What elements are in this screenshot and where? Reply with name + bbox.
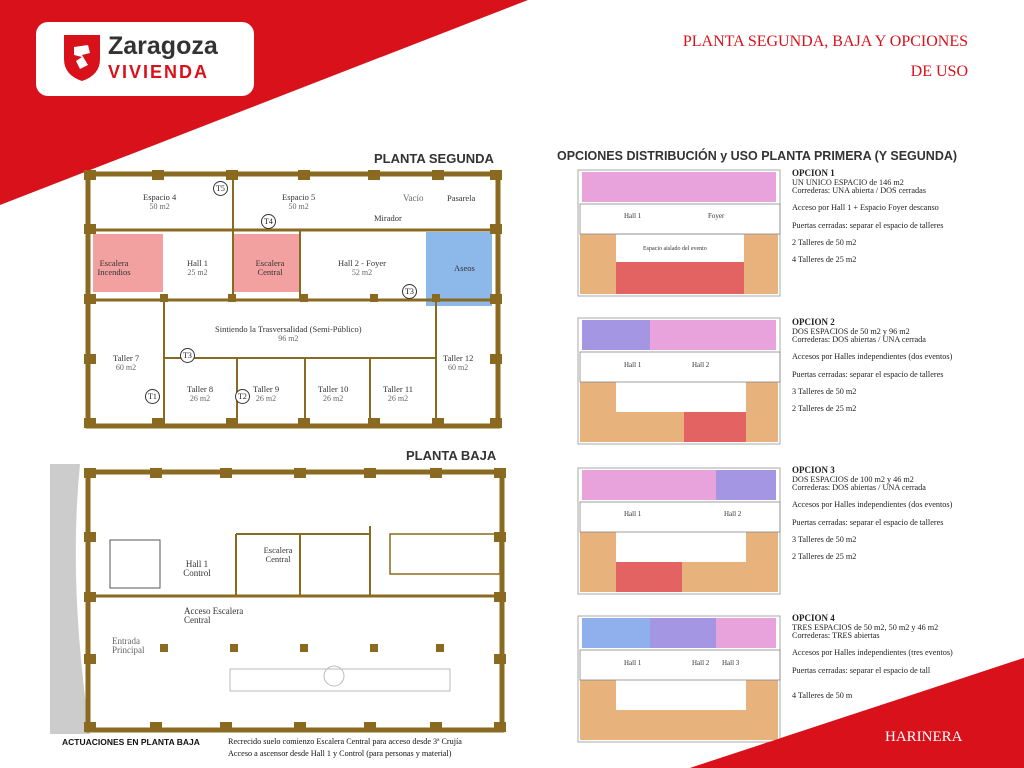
planta-baja-heading: PLANTA BAJA — [406, 448, 497, 463]
opcion2-plan — [576, 316, 782, 446]
opcion2-title: OPCION 2 — [792, 317, 835, 327]
opcion3-label-hall2: Hall 2 — [724, 510, 742, 518]
room-taller11: Taller 11 26 m2 — [383, 384, 414, 403]
tag-t1: T1 — [145, 389, 160, 404]
brand-subname: VIVIENDA — [108, 62, 210, 82]
room-taller9: Taller 9 26 m2 — [253, 384, 280, 403]
lion-shield-icon — [62, 33, 102, 83]
room-vacio: Vacío — [403, 193, 424, 203]
opcion4-label-hall2: Hall 2 — [692, 659, 710, 667]
tag-t3-left: T3 — [180, 348, 195, 363]
opcion1-plan — [576, 168, 782, 298]
room-taller10: Taller 10 26 m2 — [318, 384, 349, 403]
planta-baja-plan — [50, 464, 508, 736]
tag-t4: T4 — [261, 214, 276, 229]
room-aseos: Aseos — [454, 263, 475, 273]
room-espacio5: Espacio 5 50 m2 — [282, 192, 316, 211]
opcion2-label-hall2: Hall 2 — [692, 361, 710, 369]
opcion3-label-hall1: Hall 1 — [624, 510, 642, 518]
room-mirador: Mirador — [374, 213, 402, 223]
page-title-line2: DE USO — [910, 63, 968, 80]
room-hall2-foyer: Hall 2 - Foyer 52 m2 — [338, 258, 386, 277]
page-title: PLANTA SEGUNDA, BAJA Y OPCIONES — [682, 33, 968, 50]
footer-label: HARINERA — [885, 729, 963, 745]
room-taller8: Taller 8 26 m2 — [187, 384, 214, 403]
opciones-heading: OPCIONES DISTRIBUCIÓN y USO PLANTA PRIMERA (Y SEGUNDA) — [557, 149, 958, 163]
room-espacio4: Espacio 4 50 m2 — [143, 192, 177, 211]
opcion4-label-hall1: Hall 1 — [624, 659, 642, 667]
brand-name: Zaragoza — [108, 32, 218, 60]
room-acceso-escalera: Acceso Escalera Central — [184, 606, 244, 626]
opcion1-text: OPCION 1 UN UNICO ESPACIO de 146 m2 Correderas: UNA abierta / DOS cerradas Acceso por Hall 1 + Espacio Foyer descanso Puertas cerradas: separar el espacio de talleres 2 Talleres de 50 m2 4 Talleres de 25 m2 — [792, 168, 944, 265]
planta-segunda-heading: PLANTA SEGUNDA — [374, 151, 494, 166]
room-taller7: Taller 7 60 m2 — [113, 353, 140, 372]
tag-t5: T5 — [213, 181, 228, 196]
opcion1-label-hall1: Hall 1 — [624, 212, 642, 220]
actuaciones-line2: Acceso a ascensor desde Hall 1 y Control (para personas y material) — [228, 749, 452, 758]
room-entrada-principal: Entrada Principal — [112, 636, 145, 656]
actuaciones-title: ACTUACIONES EN PLANTA BAJA — [62, 737, 200, 747]
opcion1-label-espacio: Espacio aislado del evento — [643, 246, 707, 252]
opcion3-plan — [576, 466, 782, 596]
room-escalera-incendios: Escalera Incendios — [97, 258, 131, 277]
room-hall-control: Hall 1 Control — [183, 559, 211, 579]
room-escalera-central: Escalera Central — [255, 258, 285, 277]
actuaciones-line1: Recrecido suelo comienzo Escalera Central para acceso desde 3ª Crujía — [228, 737, 462, 746]
room-pasarela: Pasarela — [447, 193, 476, 203]
opcion4-label-hall3: Hall 3 — [722, 659, 740, 667]
opcion2-label-hall1: Hall 1 — [624, 361, 642, 369]
opcion3-text: OPCION 3 DOS ESPACIOS de 100 m2 y 46 m2 Correderas: DOS abiertas / UNA cerrada Accesos por Halles independientes (dos eventos) Puertas cerradas: separar el espacio de talleres 3 Talleres de 50 m2 2 Talleres de 25 m2 — [792, 465, 953, 562]
tag-t3-right: T3 — [402, 284, 417, 299]
opcion4-title: OPCION 4 — [792, 613, 835, 623]
footer-red-band — [690, 658, 1024, 768]
opcion1-title: OPCION 1 — [792, 168, 835, 178]
opcion4-text: OPCION 4 TRES ESPACIOS de 50 m2, 50 m2 y 46 m2 Correderas: TRES abiertas Accesos por Halles independientes (tres eventos) Puertas cerradas: separar el espacio de tall 4 Talleres de 50 m — [792, 613, 953, 701]
room-escalera-central-baja: Escalera Central — [263, 545, 293, 564]
opcion3-title: OPCION 3 — [792, 465, 835, 475]
room-taller12: Taller 12 60 m2 — [443, 353, 474, 372]
opcion2-text: OPCION 2 DOS ESPACIOS de 50 m2 y 96 m2 Correderas: DOS abiertas / UNA cerrada Accesos por Halles independientes (dos eventos) Puertas cerradas: separar el espacio de talleres 3 Talleres de 50 m2 2 Talleres de 25 m2 — [792, 317, 953, 414]
tag-t2: T2 — [235, 389, 250, 404]
room-hall1: Hall 1 25 m2 — [187, 258, 209, 277]
room-trasversalidad: Sintiendo la Trasversalidad (Semi-Público) 96 m2 — [215, 324, 362, 343]
opcion1-label-foyer: Foyer — [708, 212, 725, 220]
